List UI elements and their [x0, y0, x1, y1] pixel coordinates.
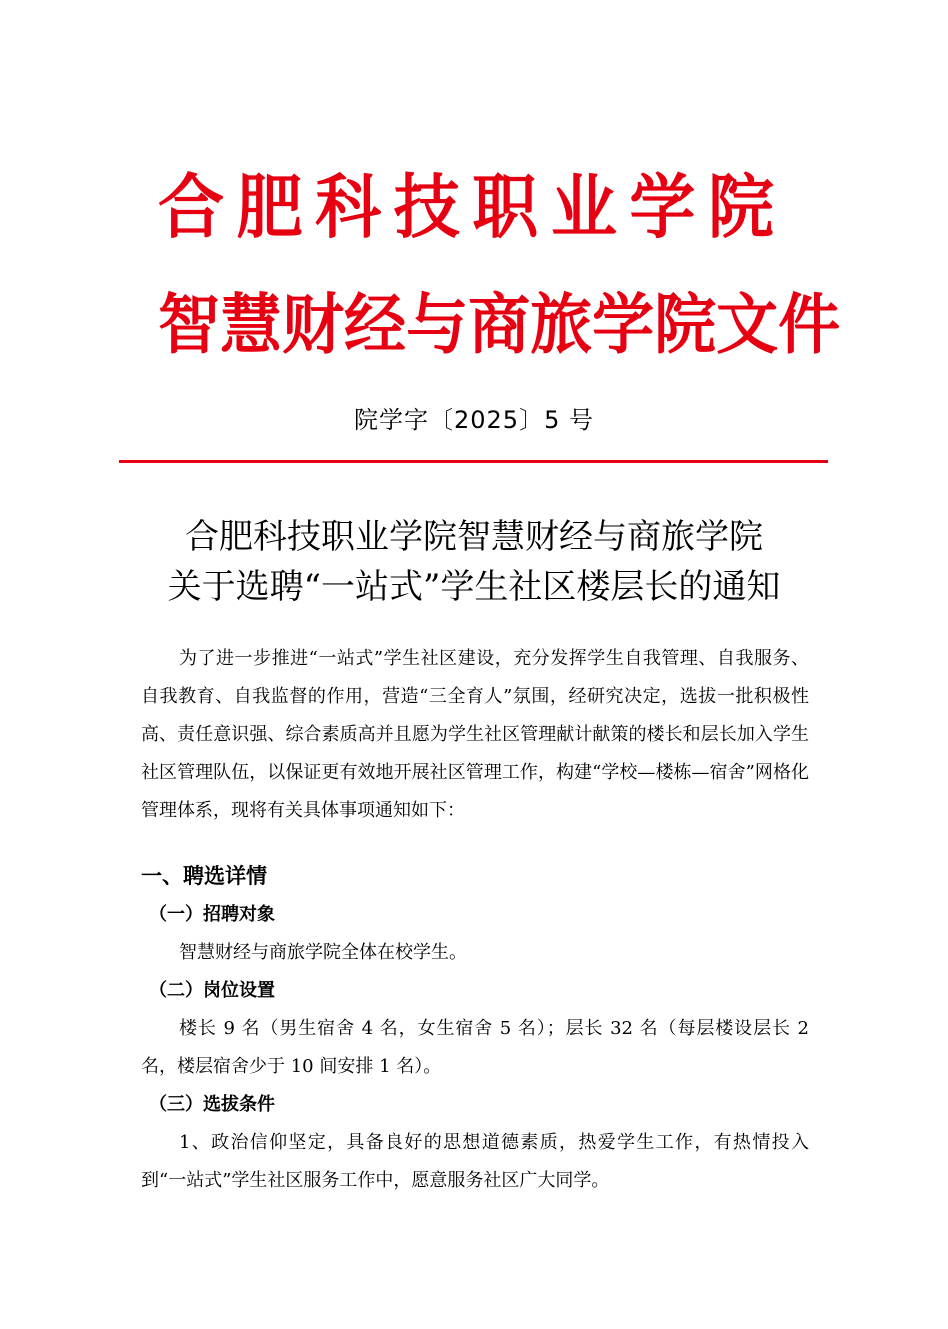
header-char: 旅	[530, 286, 593, 363]
recruit-target-text: 智慧财经与商旅学院全体在校学生。	[179, 942, 467, 963]
header-char: 院	[707, 167, 774, 248]
header-char: 学	[592, 286, 655, 363]
header-line-2	[158, 285, 841, 365]
header-char: 智	[158, 286, 221, 363]
criteria-text: 1、政治信仰坚定，具备良好的思想道德素质，热爱学生工作，有热情投入到“一站式”学生社区服务工作中，愿意服务社区广大同学。	[141, 1132, 809, 1191]
header-char: 职	[472, 167, 539, 248]
subsection-heading-recruit-target: （一）招聘对象	[149, 904, 275, 925]
header-char: 业	[550, 167, 617, 248]
header-char: 件	[778, 286, 841, 363]
header-char: 与	[406, 286, 469, 363]
header-char: 财	[282, 286, 345, 363]
header-char: 慧	[220, 286, 283, 363]
header-char: 学	[629, 167, 696, 248]
notice-title-line-1: 合肥科技职业学院智慧财经与商旅学院	[185, 517, 763, 557]
header-char: 经	[344, 286, 407, 363]
intro-paragraph: 为了进一步推进“一站式”学生社区建设，充分发挥学生自我管理、自我服务、自我教育、自我监督的作用，营造“三全育人”氛围，经研究决定，选拔一批积极性高、责任意识强、综合素质高并且愿为学生社区管理献计献策的楼长和层长加入学生社区管理队伍，以保证更有效地开展社区管理工作，构建“学校—楼栋—宿舍”网格化管理体系，现将有关具体事项通知如下：	[141, 648, 809, 821]
notice-title-line-2: 关于选聘“一站式”学生社区楼层长的通知	[167, 567, 781, 607]
header-char: 肥	[236, 167, 303, 248]
subsection-heading-positions: （二）岗位设置	[149, 980, 275, 1001]
subsection-heading-criteria: （三）选拔条件	[149, 1094, 275, 1115]
header-line-1	[158, 168, 774, 248]
document-body	[141, 640, 809, 1200]
red-divider-line	[119, 460, 828, 463]
header-char: 商	[468, 286, 531, 363]
notice-title	[0, 512, 948, 612]
header-char: 文	[716, 286, 779, 363]
header-char: 院	[654, 286, 717, 363]
header-char: 合	[158, 167, 224, 248]
header-char: 科	[315, 167, 382, 248]
header-char: 技	[393, 167, 460, 248]
positions-text: 楼长 9 名（男生宿舍 4 名，女生宿舍 5 名）；层长 32 名（每层楼设层长 2 名，楼层宿舍少于 10 间安排 1 名）。	[141, 1018, 809, 1077]
document-number: 院学字〔2025〕5 号	[354, 406, 594, 434]
section-heading-1: 一、聘选详情	[141, 864, 267, 888]
